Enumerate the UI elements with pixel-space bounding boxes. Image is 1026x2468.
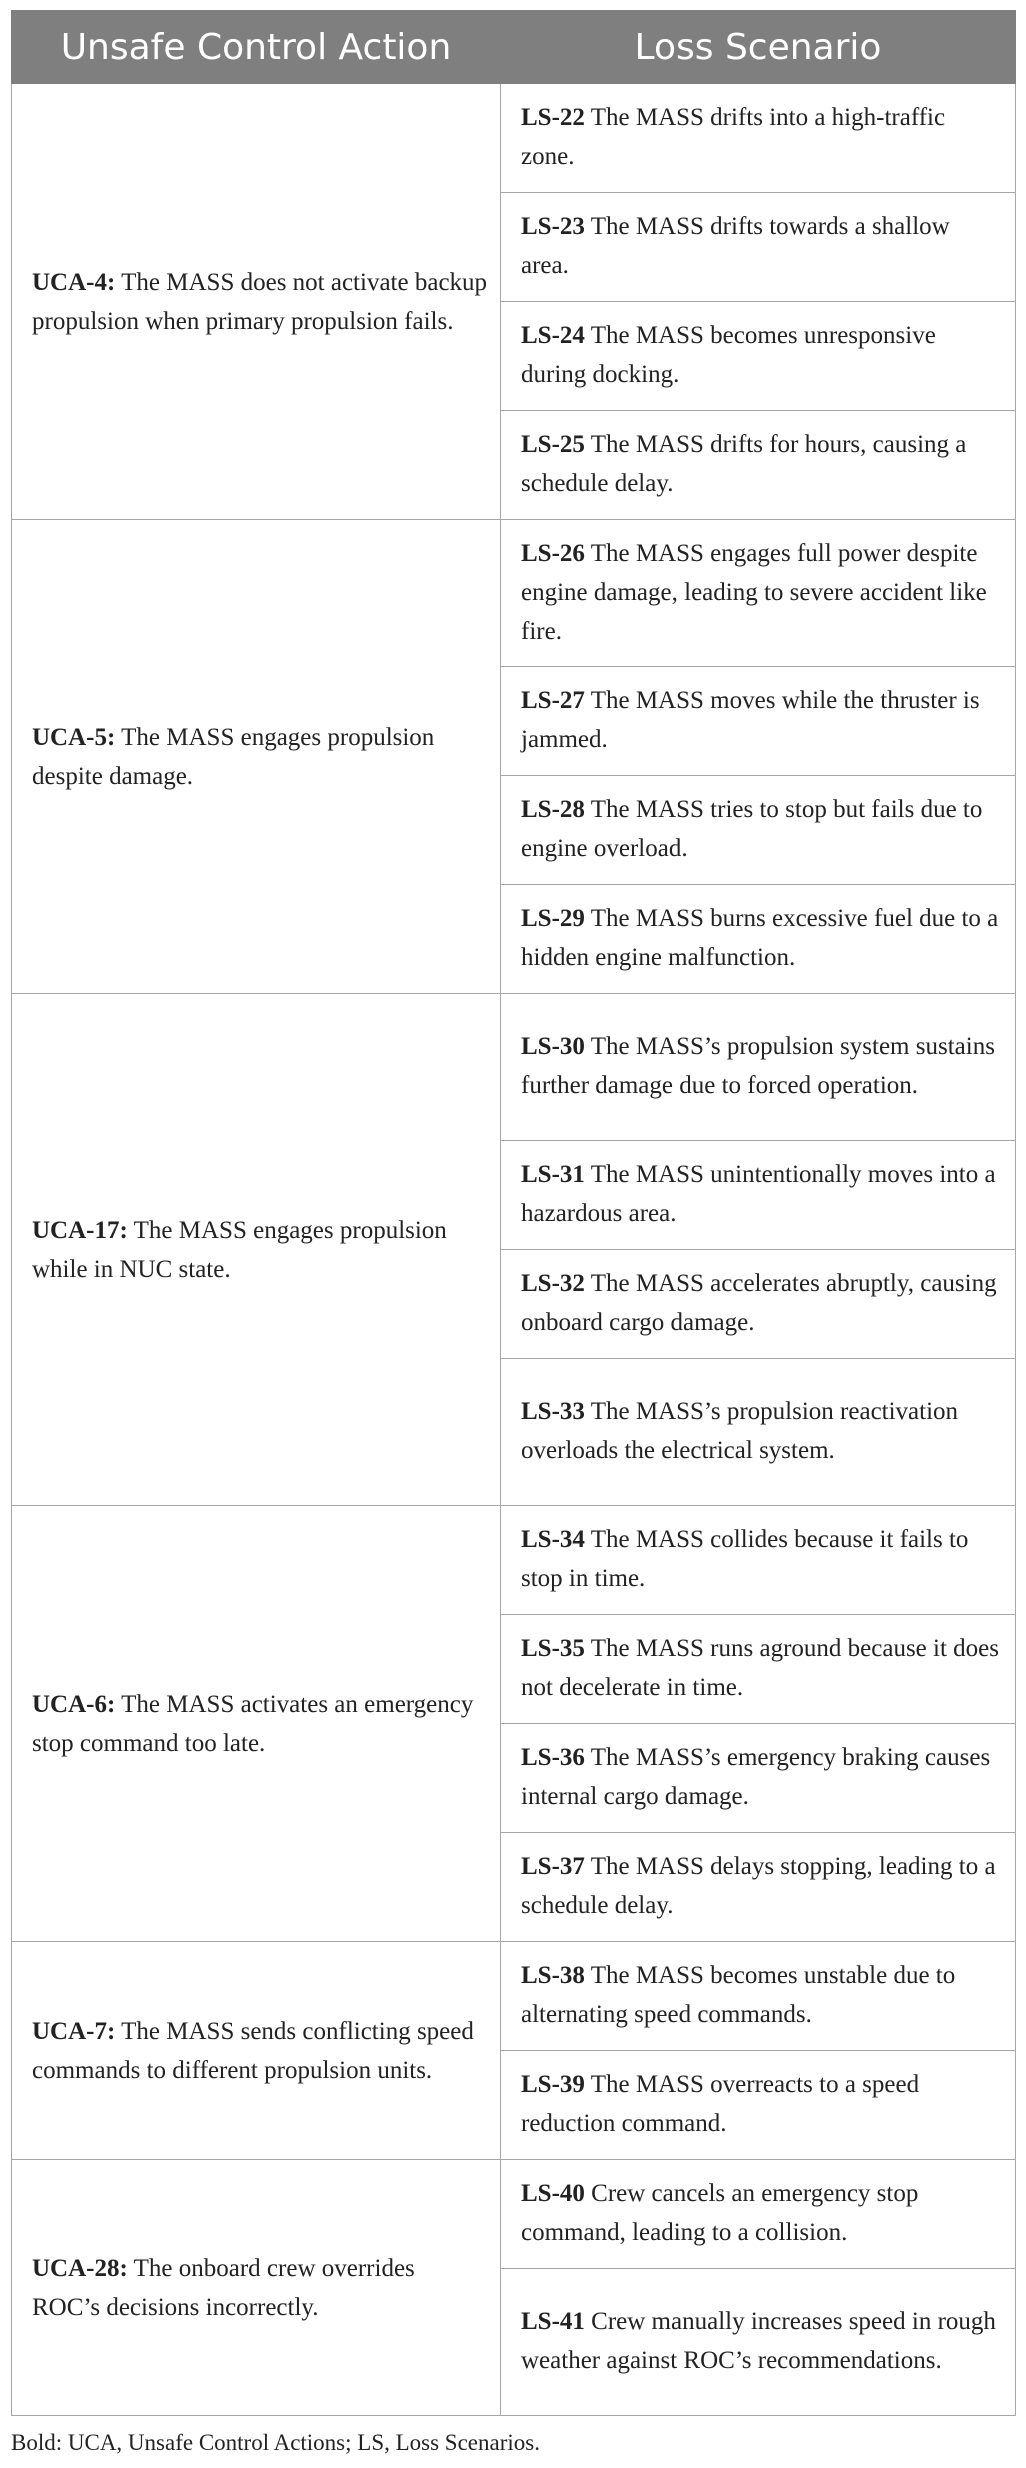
header-loss-scenario: Loss Scenario: [501, 11, 1016, 84]
uca-id: UCA-6:: [32, 1690, 116, 1718]
uca-cell: [12, 994, 501, 1506]
ls-text: The MASS drifts into a high-traffic zone.: [521, 104, 946, 170]
ls-text: The MASS drifts towards a shallow area.: [521, 213, 950, 279]
ls-text: The MASS’s propulsion system sustains further damage due to forced operation.: [521, 1033, 995, 1099]
loss-scenario-cell: [501, 1615, 1016, 1724]
loss-scenario-cell: [501, 302, 1016, 411]
loss-scenario-cell: [501, 520, 1016, 667]
uca-text: The MASS engages propulsion despite damage.: [32, 723, 435, 790]
table-footnote: Bold: UCA, Unsafe Control Actions; LS, Loss Scenarios.: [11, 2430, 540, 2455]
ls-text: The MASS delays stopping, leading to a schedule delay.: [521, 1853, 996, 1919]
ls-id: LS-29: [521, 905, 585, 932]
loss-scenario-cell: [501, 1250, 1016, 1359]
ls-text: The MASS moves while the thruster is jammed.: [521, 687, 980, 753]
uca-loss-scenario-table: [11, 10, 1016, 2416]
ls-id: LS-40: [521, 2180, 585, 2207]
ls-id: LS-25: [521, 431, 585, 458]
uca-text: The MASS does not activate backup propulsion when primary propulsion fails.: [32, 268, 488, 335]
header-unsafe-control-action: Unsafe Control Action: [12, 11, 501, 84]
loss-scenario-cell: [501, 2269, 1016, 2416]
loss-scenario-cell: [501, 2160, 1016, 2269]
ls-id: LS-26: [521, 539, 585, 567]
uca-id: UCA-17:: [32, 1216, 128, 1244]
loss-scenario-cell: [501, 193, 1016, 302]
table-row: [12, 1942, 1016, 2051]
table-row: [12, 1506, 1016, 1615]
ls-id: LS-28: [521, 796, 585, 823]
uca-text: The MASS activates an emergency stop command too late.: [32, 1690, 474, 1757]
ls-id: LS-36: [521, 1744, 585, 1771]
ls-id: LS-32: [521, 1270, 585, 1297]
ls-text: The MASS burns excessive fuel due to a hidden engine malfunction.: [521, 905, 999, 971]
uca-cell: [12, 1942, 501, 2160]
uca-cell: [12, 2160, 501, 2416]
ls-text: Crew manually increases speed in rough weather against ROC’s recommendations.: [521, 2308, 996, 2374]
uca-id: UCA-28:: [32, 2254, 128, 2282]
ls-id: LS-23: [521, 213, 585, 240]
ls-text: Crew cancels an emergency stop command, leading to a collision.: [521, 2180, 919, 2246]
loss-scenario-cell: [501, 1141, 1016, 1250]
uca-text: The MASS engages propulsion while in NUC state.: [32, 1216, 447, 1283]
loss-scenario-cell: [501, 1724, 1016, 1833]
table-row: [12, 2160, 1016, 2269]
loss-scenario-cell: [501, 1942, 1016, 2051]
header-row: [12, 11, 1016, 84]
loss-scenario-cell: [501, 667, 1016, 776]
loss-scenario-cell: [501, 411, 1016, 520]
loss-scenario-cell: [501, 1506, 1016, 1615]
ls-id: LS-24: [521, 322, 585, 349]
loss-scenario-cell: [501, 885, 1016, 994]
loss-scenario-cell: [501, 994, 1016, 1141]
ls-id: LS-22: [521, 104, 585, 131]
ls-text: The MASS accelerates abruptly, causing onboard cargo damage.: [521, 1270, 997, 1336]
table-row: [12, 994, 1016, 1141]
uca-id: UCA-5:: [32, 723, 116, 751]
ls-text: The MASS unintentionally moves into a hazardous area.: [521, 1161, 996, 1227]
uca-text: The MASS sends conflicting speed commands to different propulsion units.: [32, 2017, 474, 2084]
table-container: [11, 10, 1015, 2416]
uca-cell: [12, 84, 501, 520]
uca-id: UCA-7:: [32, 2017, 116, 2045]
table-row: [12, 520, 1016, 667]
ls-id: LS-27: [521, 687, 585, 714]
ls-text: The MASS’s propulsion reactivation overloads the electrical system.: [521, 1398, 959, 1464]
loss-scenario-cell: [501, 1833, 1016, 1942]
ls-id: LS-30: [521, 1033, 585, 1060]
ls-id: LS-34: [521, 1526, 585, 1553]
table-row: [12, 84, 1016, 193]
ls-id: LS-39: [521, 2071, 585, 2098]
ls-id: LS-35: [521, 1635, 585, 1662]
ls-text: The MASS drifts for hours, causing a schedule delay.: [521, 431, 967, 497]
uca-id: UCA-4:: [32, 268, 116, 296]
uca-text: The onboard crew overrides ROC’s decisions incorrectly.: [32, 2254, 415, 2321]
ls-id: LS-38: [521, 1962, 585, 1989]
ls-text: The MASS becomes unresponsive during docking.: [521, 322, 936, 388]
loss-scenario-cell: [501, 1359, 1016, 1506]
loss-scenario-cell: [501, 2051, 1016, 2160]
ls-text: The MASS becomes unstable due to alternating speed commands.: [521, 1962, 956, 2028]
ls-id: LS-41: [521, 2308, 585, 2335]
ls-text: The MASS runs aground because it does not decelerate in time.: [521, 1635, 999, 1701]
uca-cell: [12, 1506, 501, 1942]
loss-scenario-cell: [501, 776, 1016, 885]
ls-text: The MASS tries to stop but fails due to engine overload.: [521, 796, 983, 862]
ls-text: The MASS’s emergency braking causes internal cargo damage.: [521, 1744, 991, 1810]
ls-text: The MASS collides because it fails to stop in time.: [521, 1526, 969, 1592]
ls-text: The MASS overreacts to a speed reduction command.: [521, 2071, 920, 2137]
ls-text: The MASS engages full power despite engine damage, leading to severe accident like fire.: [521, 539, 987, 645]
ls-id: LS-31: [521, 1161, 585, 1188]
loss-scenario-cell: [501, 84, 1016, 193]
ls-id: LS-33: [521, 1398, 585, 1425]
uca-cell: [12, 520, 501, 994]
ls-id: LS-37: [521, 1853, 585, 1880]
